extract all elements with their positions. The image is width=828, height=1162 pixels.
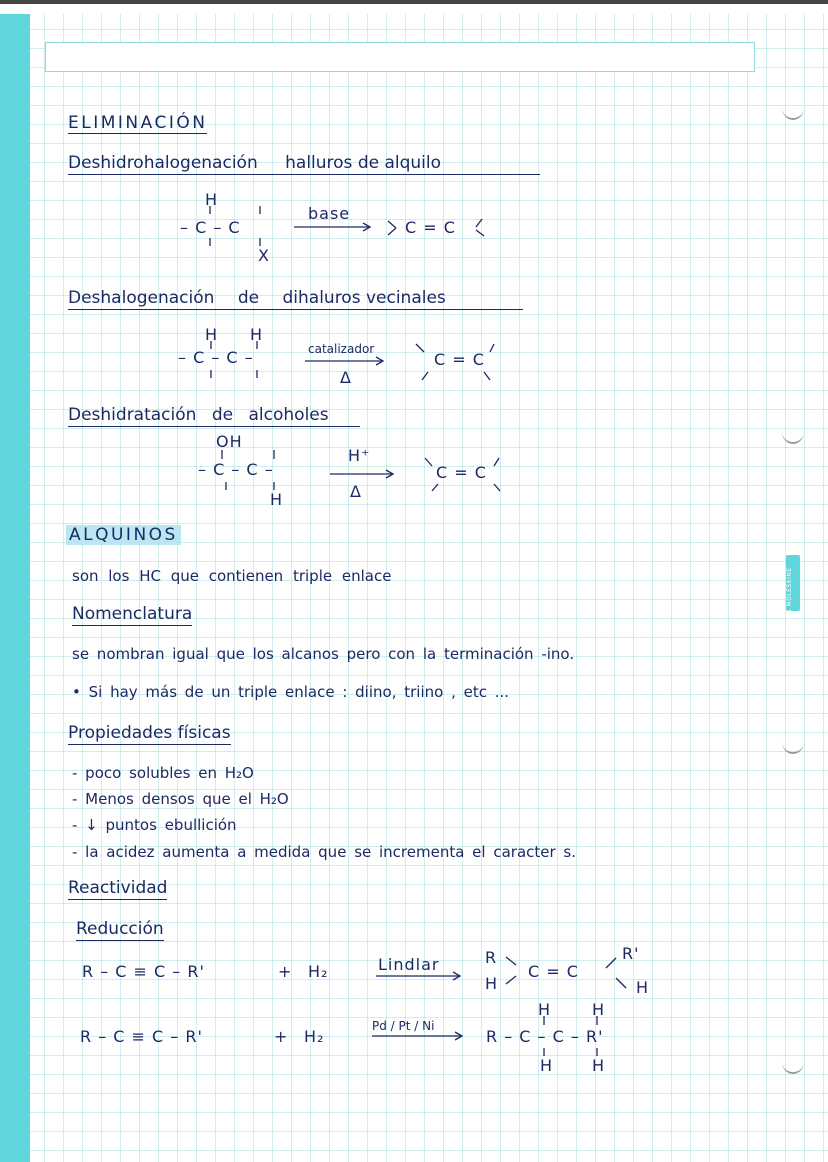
reagent-label: H⁺ [348,446,371,465]
atom-h: H [592,1056,606,1075]
heading-propiedades: Propiedades físicas [68,723,231,743]
product-alkene: C = C [436,463,487,482]
bond-line [425,458,432,466]
property-item: - la acidez aumenta a medida que se incrementa el caracter s. [72,843,577,861]
reactant-chain: – C – C [180,218,241,237]
bond-line [388,221,396,228]
reagent-label: Pd / Pt / Ni [372,1019,435,1033]
heading-connector: de [237,288,260,308]
bond-line [606,958,616,968]
bond-line [476,230,484,236]
hydrogen-reagent: H₂ [304,1027,325,1046]
bond-line [506,957,516,965]
heading-connector: de [211,405,234,425]
reactant-chain: – C – C – [198,460,274,479]
atom-x: X [258,246,270,265]
atom-h: H [592,1000,606,1019]
bond-line [494,484,500,491]
bond-line [490,344,494,352]
property-item: - poco solubles en H₂O [72,764,254,782]
atom-h: H [205,190,219,209]
bond-line [388,228,396,235]
heading-text: Deshalogenación [68,288,215,308]
atom-h: H [485,974,499,993]
bond-line [494,458,499,466]
bond-line [432,484,438,491]
reactant-alkyne: R – C ≡ C – R' [82,962,205,981]
product-alkene: C = C [405,218,456,237]
atom-h: H [538,1000,552,1019]
bond-line [506,976,516,984]
atom-h: H [270,490,284,509]
reactant-alkyne: R – C ≡ C – R' [80,1027,203,1046]
bond-line [416,344,424,352]
substituent-r: R [485,948,498,967]
bond-line [476,219,482,227]
atom-h: H [636,978,650,997]
property-item: - ↓ puntos ebullición [72,816,237,834]
heading-nomenclatura: Nomenclatura [72,604,193,624]
section-title-eliminacion: ELIMINACIÓN [68,113,208,133]
condition-label: Δ [340,368,352,387]
product-alkane: R – C – C – R' [486,1027,604,1046]
heading-sub: dihaluros vecinales [282,288,446,308]
nomenclature-line: • Si hay más de un triple enlace : diino, triino , etc ... [72,683,510,701]
substituent-r-prime: R' [622,944,640,963]
bond-line [484,372,490,380]
property-item: - Menos densos que el H₂O [72,790,289,808]
heading-reactividad: Reactividad [68,878,168,898]
reagent-label: catalizador [308,342,375,356]
reactant-chain: – C – C – [178,348,254,367]
heading-sub: alcoholes [248,405,329,425]
heading-sub: halluros de alquilo [285,153,442,173]
definition-line: son los HC que contienen triple enlace [72,567,392,585]
nomenclature-line: se nombran igual que los alcanos pero con la terminación -ino. [72,645,575,663]
bond-line [616,978,626,988]
heading-reduccion: Reducción [76,919,164,939]
reagent-label: base [308,204,351,223]
plus-sign: + [274,1027,289,1046]
product-alkene: C = C [434,350,485,369]
heading-text: Deshidratación [68,405,197,425]
product-alkene: C = C [528,962,579,981]
section-title-alquinos: ALQUINOS [66,525,181,545]
atom-h: H [250,325,264,344]
atom-h: H [205,325,219,344]
bond-line [422,372,428,380]
group-oh: OH [216,432,243,451]
reagent-label: Lindlar [378,955,440,974]
hydrogen-reagent: H₂ [308,962,329,981]
atom-h: H [540,1056,554,1075]
plus-sign: + [278,962,293,981]
brand-tab: MS MOLESKINE [786,555,800,611]
condition-label: Δ [350,482,362,501]
heading-text: Deshidrohalogenación [68,153,258,173]
